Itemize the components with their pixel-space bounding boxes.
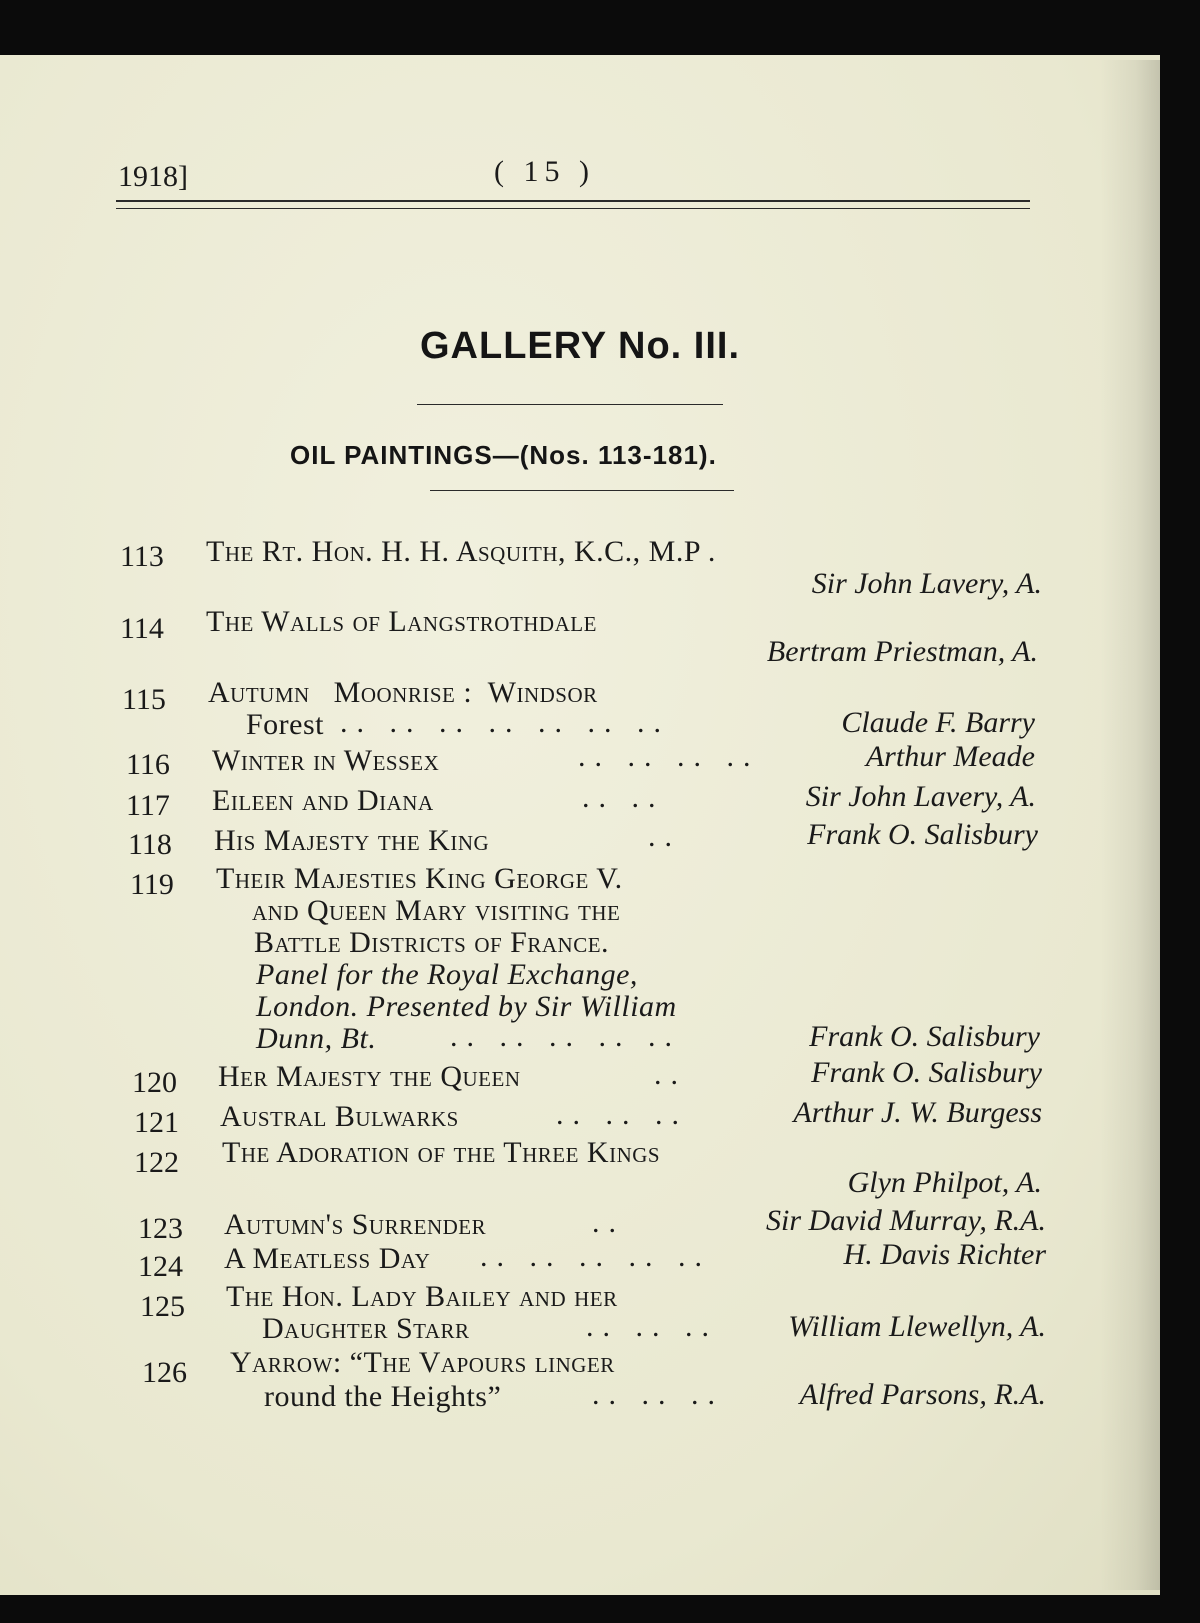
entry-title: The Adoration of the Three Kings: [222, 1136, 661, 1169]
entry-number: 120: [132, 1066, 177, 1099]
entry-artist: Sir David Murray, R.A.: [766, 1204, 1046, 1237]
leader-dots: .. .. .. ..: [578, 740, 760, 773]
entry-number: 122: [134, 1146, 179, 1179]
entry-title: Her Majesty the Queen: [218, 1060, 521, 1093]
entry-artist: Sir John Lavery, A.: [805, 780, 1036, 813]
entry-artist: Arthur Meade: [865, 740, 1035, 773]
entry-title: Winter in Wessex: [212, 744, 440, 777]
entry-number: 124: [138, 1250, 183, 1283]
leader-dots: .. .. ..: [592, 1378, 724, 1411]
entry-title: His Majesty the King: [214, 824, 490, 857]
entry-title-cont: Daughter Starr: [262, 1312, 470, 1345]
entry-number: 115: [122, 683, 166, 716]
leader-dots: .. .. .. .. ..: [450, 1020, 681, 1053]
title-rule: [417, 404, 723, 405]
entry-note: Dunn, Bt.: [256, 1022, 377, 1055]
entry-artist: Sir John Lavery, A.: [811, 567, 1042, 600]
entry-number: 116: [126, 748, 170, 781]
entry-artist: H. Davis Richter: [843, 1238, 1046, 1271]
entry-note: Panel for the Royal Exchange,: [256, 958, 638, 991]
entry-artist: Frank O. Salisbury: [809, 1020, 1040, 1053]
entry-artist: Arthur J. W. Burgess: [793, 1096, 1042, 1129]
leader-dots: ..: [648, 820, 681, 853]
entry-title-cont: and Queen Mary visiting the: [252, 894, 621, 927]
page-number: ( 15 ): [494, 155, 595, 188]
entry-title: The Hon. Lady Bailey and her: [226, 1280, 618, 1313]
entry-title: The Walls of Langstrothdale: [206, 605, 597, 638]
entry-title: Autumn Moonrise : Windsor: [208, 676, 598, 709]
leader-dots: .. .. .. .. ..: [480, 1240, 711, 1273]
leader-dots: .. .. ..: [586, 1310, 718, 1343]
entry-number: 118: [128, 828, 172, 861]
header-rule-top: [116, 200, 1030, 202]
running-head-year: 1918]: [118, 160, 188, 193]
entry-artist: Bertram Priestman, A.: [766, 635, 1038, 668]
entry-number: 123: [138, 1212, 183, 1245]
entry-artist: Frank O. Salisbury: [807, 818, 1038, 851]
entry-title-cont: Forest: [246, 708, 324, 741]
leader-dots: ..: [592, 1206, 625, 1239]
entry-title: A Meatless Day: [224, 1242, 431, 1275]
entry-title: The Rt. Hon. H. H. Asquith, K.C., M.P .: [206, 535, 716, 568]
entry-artist: Glyn Philpot, A.: [847, 1166, 1042, 1199]
entry-title-cont: Battle Districts of France.: [254, 926, 610, 959]
entry-title: Eileen and Diana: [212, 784, 434, 817]
leader-dots: ..: [654, 1058, 687, 1091]
entry-number: 121: [134, 1106, 179, 1139]
section-title: OIL PAINTINGS—(Nos. 113-181).: [290, 440, 717, 470]
entry-title-cont: round the Heights”: [264, 1380, 502, 1413]
entry-artist: Alfred Parsons, R.A.: [799, 1378, 1046, 1411]
entry-title: Autumn's Surrender: [224, 1208, 487, 1241]
header-rule-bottom: [116, 208, 1030, 209]
entry-number: 117: [126, 789, 170, 822]
entry-title: Austral Bulwarks: [220, 1100, 459, 1133]
entry-number: 114: [120, 612, 164, 645]
entry-artist: William Llewellyn, A.: [788, 1310, 1046, 1343]
leader-dots: .. ..: [582, 781, 665, 814]
leader-dots: .. .. .. .. .. .. ..: [340, 706, 670, 739]
entry-artist: Frank O. Salisbury: [811, 1056, 1042, 1089]
entry-number: 113: [120, 540, 164, 573]
entry-artist: Claude F. Barry: [841, 706, 1035, 739]
entry-title: Their Majesties King George V.: [216, 862, 623, 895]
entry-note: London. Presented by Sir William: [256, 990, 677, 1023]
leader-dots: .. .. ..: [556, 1098, 688, 1131]
gallery-title: GALLERY No. III.: [419, 325, 741, 367]
entry-number: 119: [130, 868, 174, 901]
entry-number: 126: [142, 1356, 187, 1389]
entry-number: 125: [140, 1290, 185, 1323]
section-rule: [430, 490, 734, 491]
entry-title: Yarrow: “The Vapours linger: [230, 1346, 615, 1379]
